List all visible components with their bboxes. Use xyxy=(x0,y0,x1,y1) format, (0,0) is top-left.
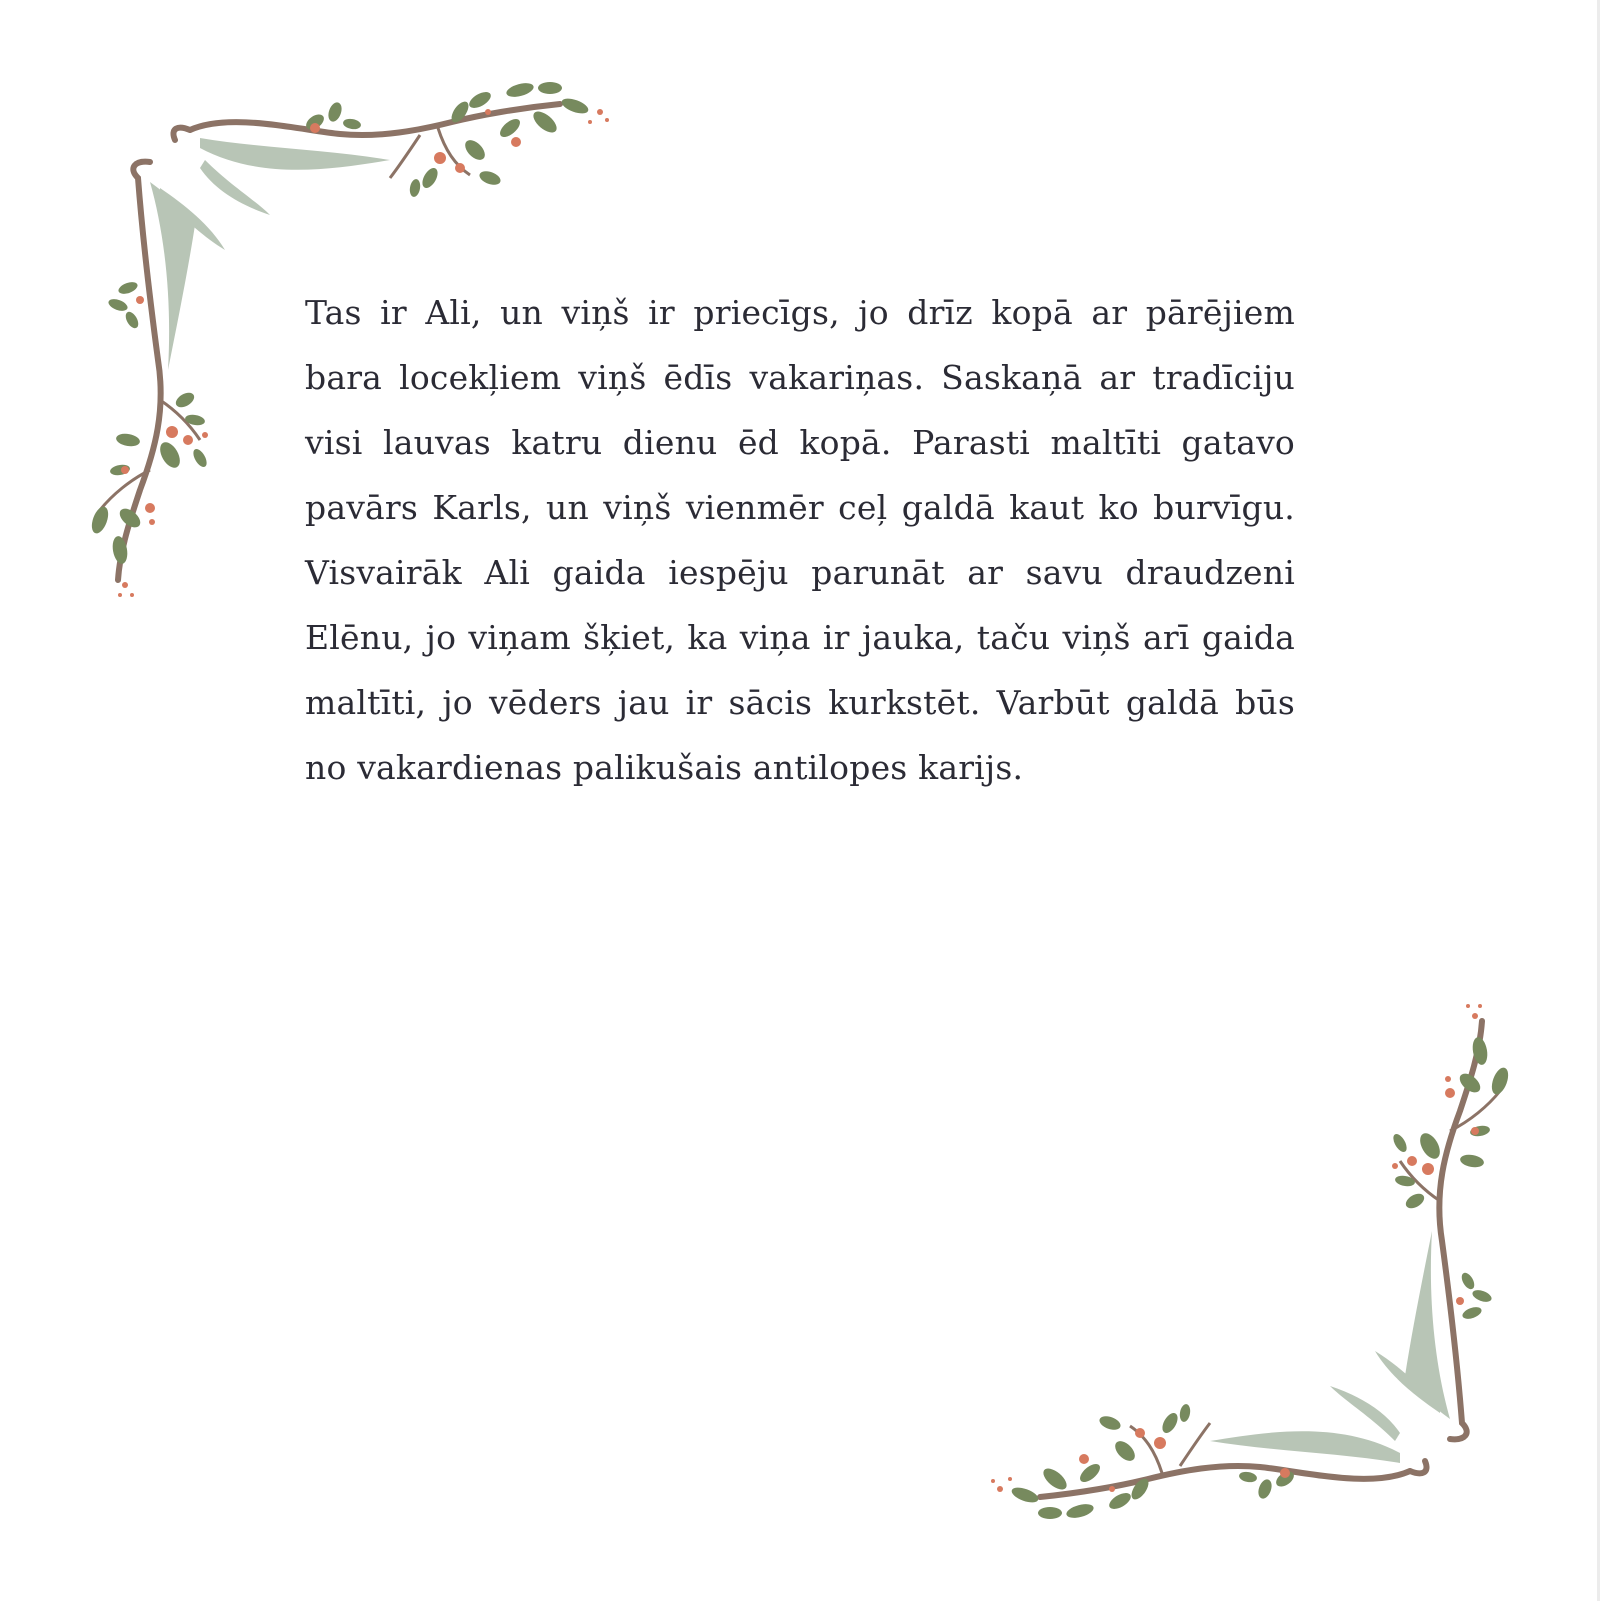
vine-ornament-mirrored xyxy=(991,1004,1511,1520)
floral-vine-corner-icon xyxy=(960,981,1600,1601)
story-paragraph: Tas ir Ali, un viņš ir priecīgs, jo drīz kopā ar pārējiem bara locekļiem viņš ēdīs vakariņas. Saskaņā ar tradīciju visi lauvas katru dienu ēd kopā. Parasti maltīti gatavo pavārs Karls, un viņš vienmēr ceļ galdā kaut ko burvīgu. Visvairāk Ali gaida iespēju parunāt ar savu draudzeni Elēnu, jo viņam šķiet, ka viņa ir jauka, taču viņš arī gaida maltīti, jo vēders jau ir sācis kurkstēt. Varbūt galdā būs no vakardienas palikušais antilopes karijs. xyxy=(305,293,1295,787)
